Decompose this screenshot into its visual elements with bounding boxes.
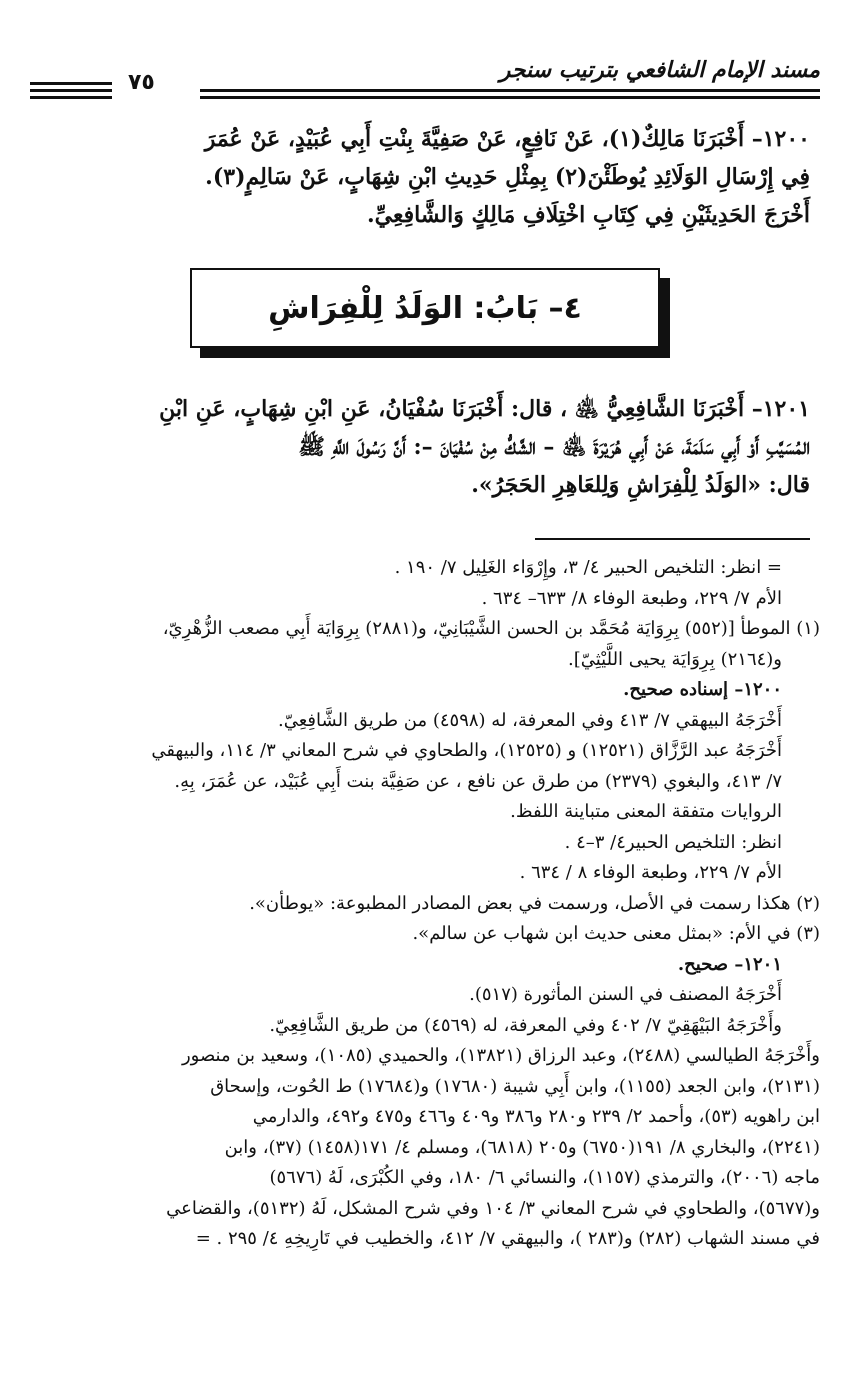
text-line: قال: «الوَلَدُ لِلْفِرَاشِ وَلِلعَاهِرِ الحَجَرُ». [471, 472, 810, 498]
footnote-line: و(٢١٦٤) بِرِوَايَة يحيى اللَّيْثِيّ]. [568, 648, 782, 670]
footnote-heading: ١٢٠٠– إسناده صحيح. [623, 679, 782, 700]
footnote-line: ابن راهويه (٥٣)، وأحمد ٢/ ٢٣٩ و٢٨٠ و٣٨٦ و٤٠٩ و٤٦٦ و٤٧٥ و٤٩٢، والدارمي [252, 1106, 820, 1127]
footnote-line: انظر: التلخيص الحبير٤/ ٣–٤ . [564, 831, 782, 853]
footnote-line: = انظر: التلخيص الحبير ٤/ ٣، وإِرْوَاء الغَلِيل ٧/ ١٩٠ . [394, 557, 782, 578]
footnote-line: (٢) هكذا رسمت في الأصل، ورسمت في بعض المصادر المطبوعة: «يوطأن». [249, 892, 820, 914]
text-line: أَخْرَجَ الحَدِيثَيْنِ فِي كِتَابِ اخْتِلَافِ مَالِكٍ وَالشَّافِعِيِّ. [366, 202, 810, 228]
header-rule [30, 82, 112, 85]
text-line: ١٢٠٠– أَخْبَرَنَا مَالِكٌ(١)، عَنْ نَافِعٍ، عَنْ صَفِيَّةَ بِنْتِ أَبِي عُبَيْدٍ، عَنْ عُمَرَ [204, 126, 810, 152]
footnote-line: (٢١٣١)، وابن الجعد (١١٥٥)، وابن أَبِي شيبة (١٧٦٨٠) و(١٧٦٨٤) ط الحُوت، وإسحاق [210, 1075, 820, 1097]
footnote-line: في مسند الشهاب (٢٨٢) و(٢٨٣ )، والبيهقي ٧/ ٤١٢، والخطيب في تَارِيخِهِ ٤/ ٢٩٥ . = [195, 1228, 820, 1249]
header-rule [200, 89, 820, 92]
header-rule [30, 89, 112, 92]
footnote-line: و(٥٦٧٧)، والطحاوي في شرح المعاني ٣/ ١٠٤ وفي شرح المشكل، لَهُ (٥١٣٢)، والقضاعي [166, 1197, 820, 1219]
footnote-line: وأَخْرَجَهُ البَيْهَقِيّ ٧/ ٤٠٢ وفي المعرفة، له (٤٥٦٩) من طريق الشَّافِعِيّ. [269, 1014, 782, 1036]
footnote-line: الأم ٧/ ٢٢٩، وطبعة الوفاء ٨/ ٦٣٣– ٦٣٤ . [481, 587, 782, 609]
book-title: مسند الإمام الشافعي بترتيب سنجر [499, 58, 820, 83]
hadith-1201 [40, 390, 810, 504]
footnote-line: ماجه (٢٠٠٦)، والترمذي (١١٥٧)، والنسائي ٦/ ١٨٠، وفي الكُبْرَى، لَهُ (٥٦٧٦) [269, 1167, 820, 1188]
footnote-heading: ١٢٠١– صحيح. [677, 953, 782, 975]
page-header [30, 52, 820, 102]
footnote-separator [535, 538, 810, 540]
header-rule [30, 96, 112, 99]
text-line: فِي إِرْسَالِ الوَلَائِدِ يُوطَئْنَ(٢) بِمِثْلِ حَدِيثِ ابْنِ شِهَابٍ، عَنْ سَالِمٍ(٣). [205, 164, 810, 190]
footnote-line: (٢٢٤١)، والبخاري ٨/ ١٩١(٦٧٥٠) و٢٠٥ (٦٨١٨)، ومسلم ٤/ ١٧١(١٤٥٨) (٣٧)، وابن [224, 1136, 820, 1158]
footnote-line: (٣) في الأم: «بمثل معنى حديث ابن شهاب عن سالم». [412, 923, 820, 944]
text-line: ١٢٠١– أَخْبَرَنَا الشَّافِعِيُّ ﵁ ، قال: أَخْبَرَنَا سُفْيَانُ، عَنِ ابْنِ شِهَابٍ، عَنِ ابْنِ [159, 396, 810, 422]
footnote-line: (١) الموطأ [(٥٥٢) بِرِوَايَة مُحَمَّد بن الحسن الشَّيْبَانِيّ، و(٢٨٨١) بِرِوَايَة أَبِي مصعب الزُّهْرِيّ، [162, 618, 820, 639]
footnote-line: أَخْرَجَهُ المصنف في السنن المأثورة (٥١٧). [469, 984, 782, 1005]
footnote-line: أَخْرَجَهُ البيهقي ٧/ ٤١٣ وفي المعرفة، له (٤٥٩٨) من طريق الشَّافِعِيّ. [278, 709, 782, 731]
chapter-heading [190, 268, 660, 348]
chapter-title: ٤– بَابُ: الوَلَدُ لِلْفِرَاشِ [190, 268, 660, 348]
footnotes [30, 553, 820, 1255]
footnote-line: وأَخْرَجَهُ الطيالسي (٢٤٨٨)، وعبد الرزاق (١٣٨٢١)، والحميدي (١٠٨٥)، وسعيد بن منصور [181, 1045, 820, 1066]
page-number: ٧٥ [128, 70, 155, 95]
header-rule [200, 96, 820, 99]
text-line: المُسَيَّبِ أَوْ أَبِي سَلَمَةَ، عَنْ أَبِي هُرَيْرَةَ ﵁ – الشَّكُّ مِنْ سُفْيَانَ –: أَنَّ رَسُولَ اللَّهِ ﷺ [298, 434, 810, 460]
hadith-1200 [40, 120, 810, 234]
footnote-line: الأم ٧/ ٢٢٩، وطبعة الوفاء ٨ / ٦٣٤ . [519, 862, 782, 883]
footnote-line: ٧/ ٤١٣، والبغوي (٢٣٧٩) من طرق عن نافع ، عن صَفِيَّة بنت أَبِي عُبَيْد، عن عُمَرَ، بِهِ. [174, 770, 782, 792]
footnote-line: الروايات متفقة المعنى متباينة اللفظ. [510, 801, 782, 822]
footnote-line: أَخْرَجَهُ عبد الرَّزَّاق (١٢٥٢١) و (١٢٥٢٥)، والطحاوي في شرح المعاني ٣/ ١١٤، والبيهقي [151, 740, 782, 761]
